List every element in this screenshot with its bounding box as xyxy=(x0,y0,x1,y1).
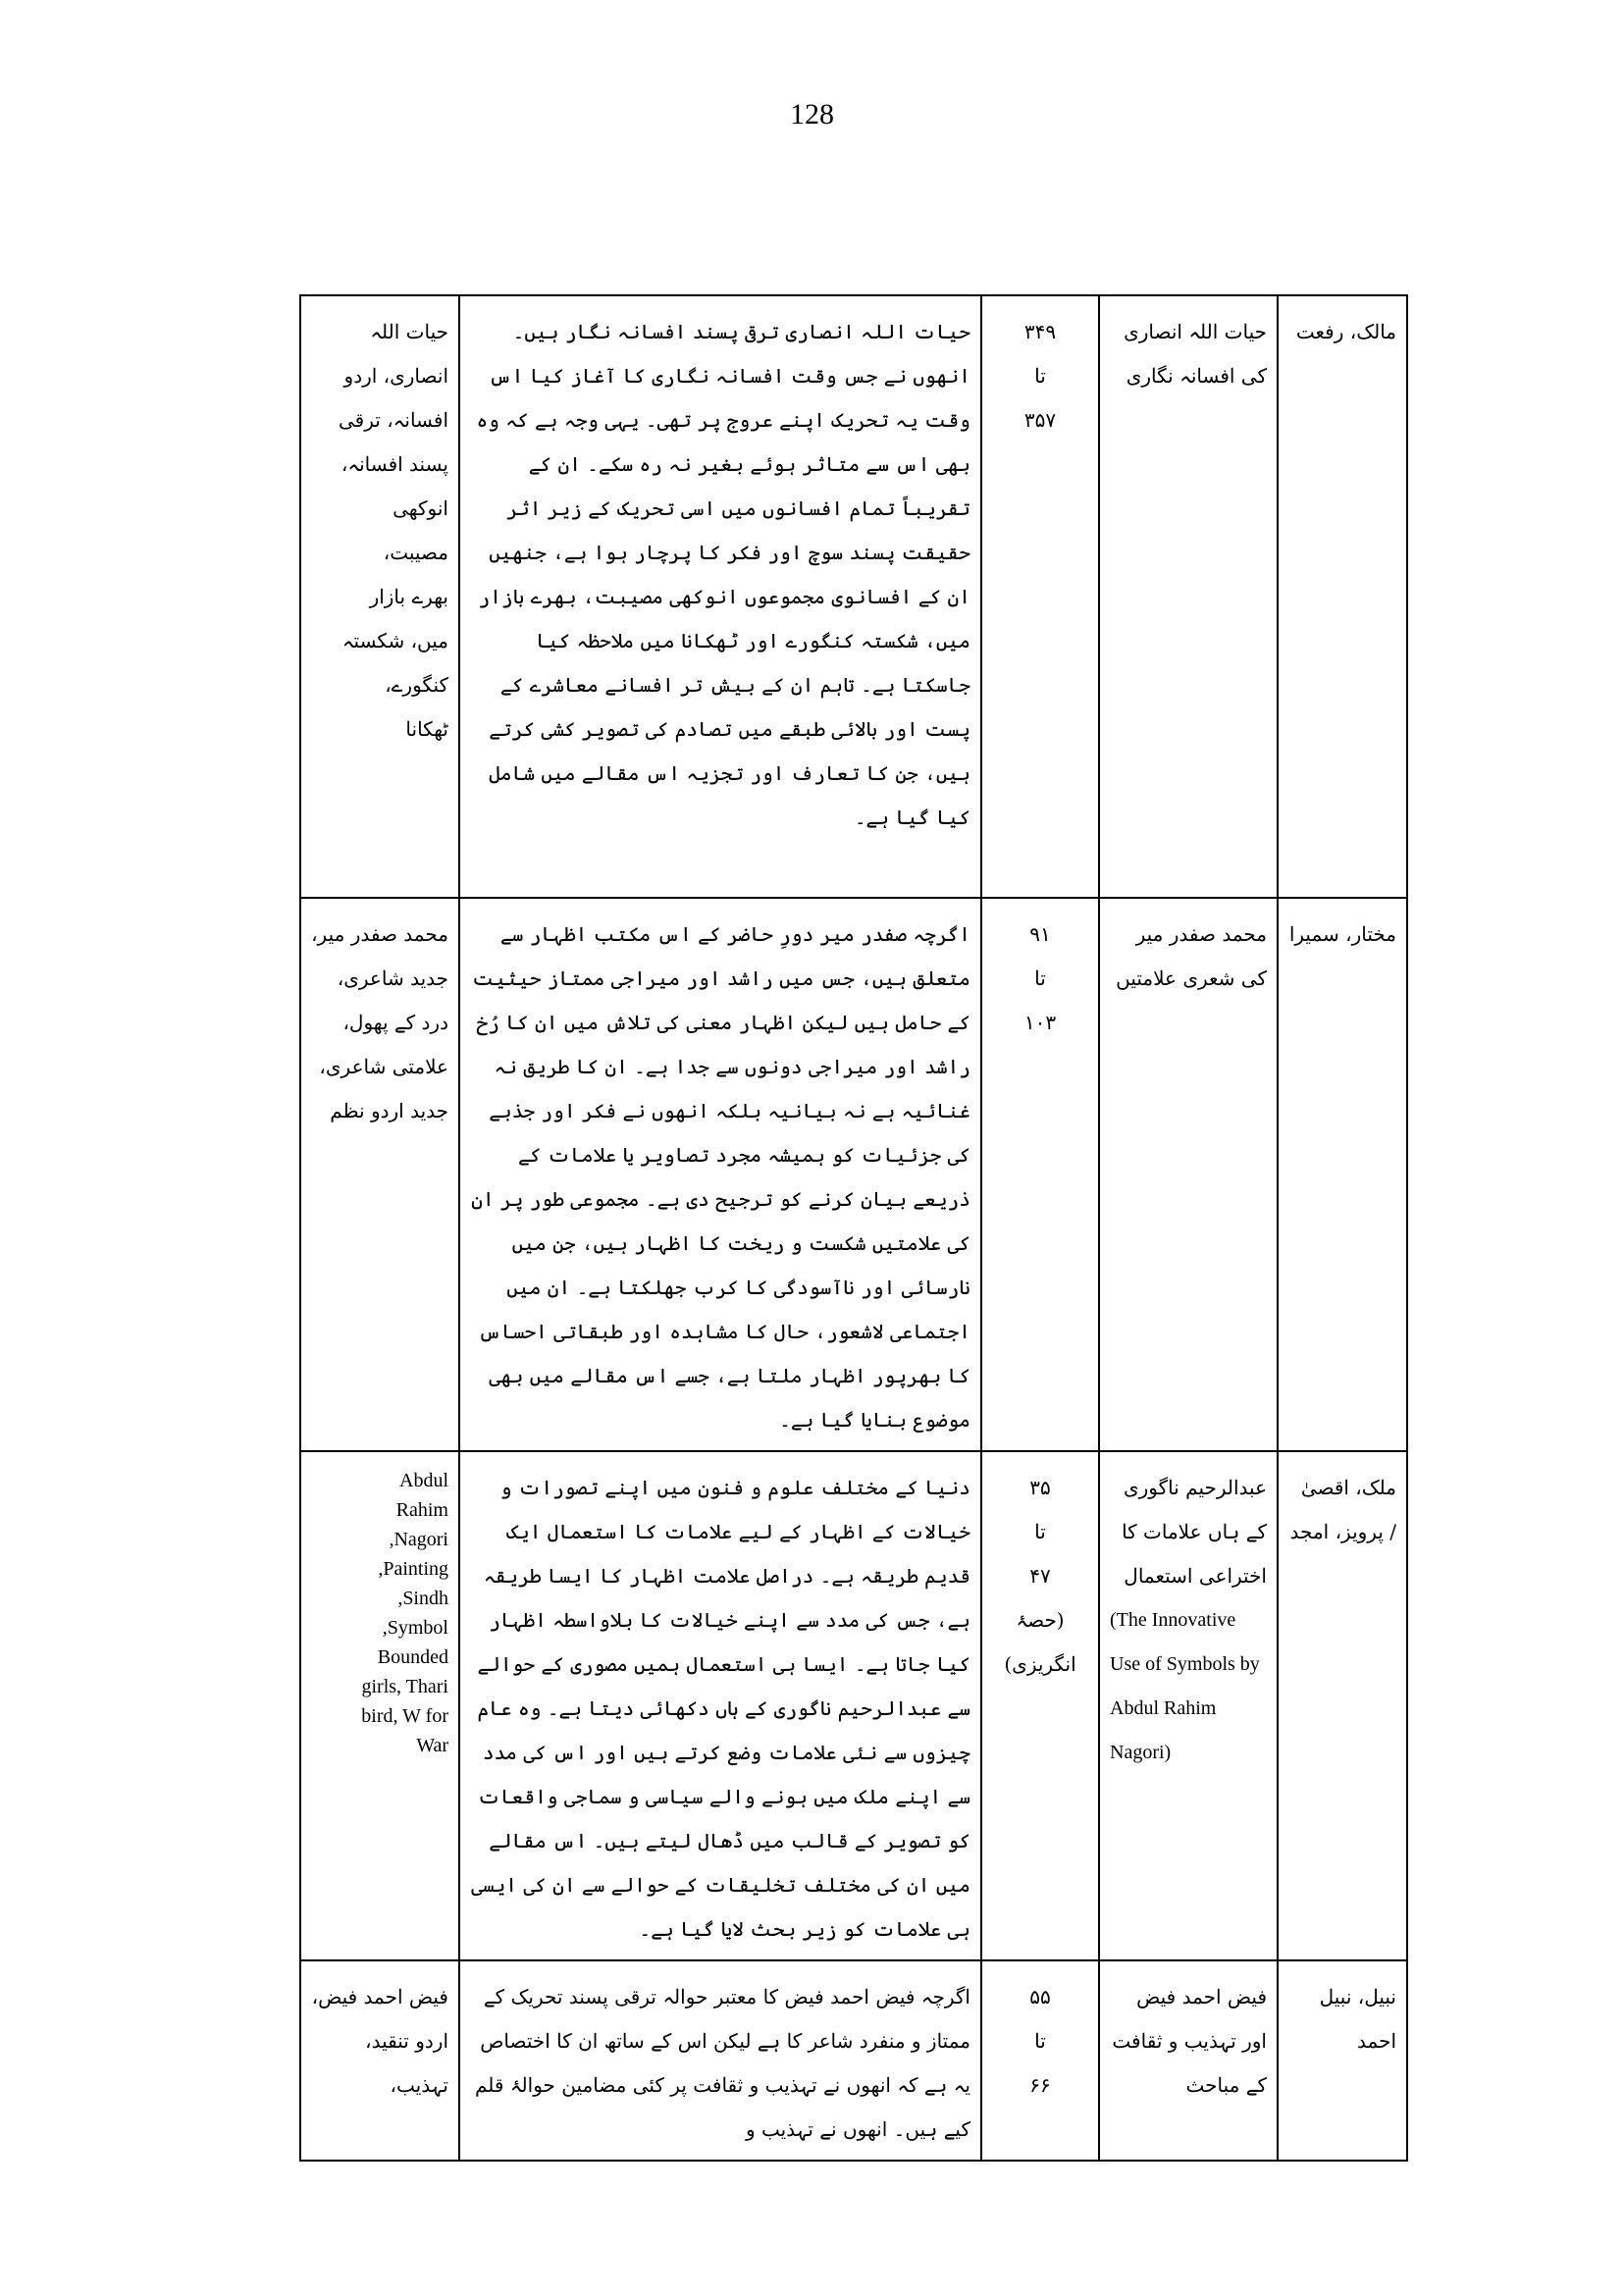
keywords-cell xyxy=(300,1960,459,2161)
table-row xyxy=(300,295,1407,898)
title-cell: حیات اللہ انصاری کی افسانہ نگاری xyxy=(1099,295,1278,898)
author-cell: ملک، اقصیٰ / پرویز، امجد xyxy=(1278,1451,1407,1960)
abstract-cell: دنیا کے مختلف علوم و فنون میں اپنے تصورات و خیالات کے اظہار کے لیے علامات کا استعمال ایک قدیم طریقہ ہے۔ دراصل علامت اظہار کا ایسا طریقہ ہے، جس کی مدد سے اپنے خیالات کا بلاواسطہ اظہار کیا جاتا ہے۔ ایسا ہی استعمال ہمیں مصوری کے حوالے سے عبدالرحیم ناگوری کے ہاں دکھائی دیتا ہے۔ وہ عام چیزوں سے نئی علامات وضع کرتے ہیں اور اس کی مدد سے اپنے ملک میں ہونے والے سیاسی و سماجی واقعات کو تصویر کے قالب میں ڈھال لیتے ہیں۔ اس مقالے میں ان کی مختلف تخلیقات کے حوالے سے ان کی ایسی ہی علامات کو زیر بحث لایا گیا ہے۔ xyxy=(459,1451,981,1960)
keyword-line: Bounded xyxy=(377,1646,448,1668)
keyword-line: War xyxy=(416,1735,448,1756)
abstract-cell: حیات اللہ انصاری ترقی پسند افسانہ نگار ہیں۔ انھوں نے جس وقت افسانہ نگاری کا آغاز کیا اس وقت یہ تحریک اپنے عروج پر تھی۔ یہی وجہ ہے کہ وہ بھی اس سے متاثر ہوئے بغیر نہ رہ سکے۔ ان کے تقریباً تمام افسانوں میں اسی تحریک کے زیر اثر حقیقت پسند سوچ اور فکر کا پرچار ہوا ہے، جنھیں ان کے افسانوی مجموعوں انوکھی مصیبت، بھرے بازار میں، شکستہ کنگورے اور ٹھکانا میں ملاحظہ کیا جاسکتا ہے۔ تاہم ان کے بیش تر افسانے معاشرے کے پست اور بالائی طبقے میں تصادم کی تصویر کشی کرتے ہیں، جن کا تعارف اور تجزیہ اس مقالے میں شامل کیا گیا ہے۔ xyxy=(459,295,981,898)
page-range-start: ۹۱ xyxy=(1029,922,1051,946)
author-cell: مختار، سمیرا xyxy=(1278,898,1407,1451)
keyword-line: درد کے پھول، xyxy=(342,1011,448,1034)
page-range-start: ۳۴۹ xyxy=(1023,320,1057,343)
keyword-line: میں، شکستہ xyxy=(341,629,448,652)
keyword-line: محمد صفدر میر، xyxy=(311,922,448,946)
author-cell: نبیل، نبیل احمد xyxy=(1278,1960,1407,2161)
keyword-line: ٹھکانا xyxy=(405,717,448,741)
page-range-start: ۳۵ xyxy=(1029,1476,1051,1499)
abstract-cell: اگرچہ فیض احمد فیض کا معتبر حوالہ ترقی پسند تحریک کے ممتاز و منفرد شاعر کا ہے لیکن اس کے ساتھ ان کا اختصاص یہ ہے کہ انھوں نے تہذیب و ثقافت پر کئی مضامین حوالۂ قلم کیے ہیں۔ انھوں نے تہذیب و xyxy=(459,1960,981,2161)
page-number: 128 xyxy=(790,98,834,130)
page-range-separator: تا xyxy=(1034,2029,1046,2053)
page-section-note: انگریزی) xyxy=(1004,1652,1076,1676)
title-cell: فیض احمد فیض اور تہذیب و ثقافت کے مباحث xyxy=(1099,1960,1278,2161)
title-english: (The Innovative Use of Symbols by Abdul Rahim Nagori) xyxy=(1110,1609,1260,1763)
keyword-line: Abdul xyxy=(399,1470,448,1491)
title-urdu: عبدالرحیم ناگوری کے ہاں علامات کا اختراعی استعمال xyxy=(1122,1476,1267,1588)
keyword-line: جدید اردو نظم xyxy=(330,1099,448,1122)
author-cell: مالک، رفعت xyxy=(1278,295,1407,898)
keyword-line: Symbol, xyxy=(382,1617,448,1639)
article-index-table xyxy=(299,294,1408,2162)
table-row xyxy=(300,1451,1407,1960)
title-cell: محمد صفدر میر کی شعری علامتیں xyxy=(1099,898,1278,1451)
keyword-line: انصاری، اردو xyxy=(343,364,448,388)
page-range-end: ۶۶ xyxy=(1029,2073,1051,2097)
keywords-cell xyxy=(300,898,459,1451)
keyword-line: افسانہ، ترقی xyxy=(339,408,448,432)
keyword-line: اردو تنقید، xyxy=(365,2029,448,2053)
pages-cell xyxy=(981,295,1099,898)
keyword-line: جدید شاعری، xyxy=(337,966,448,990)
pages-cell xyxy=(981,898,1099,1451)
keyword-line: bird, W for xyxy=(361,1705,448,1727)
page-range-end: ۴۷ xyxy=(1029,1564,1051,1588)
keyword-line: Painting, xyxy=(378,1558,448,1580)
table-row xyxy=(300,898,1407,1451)
keywords-cell xyxy=(300,1451,459,1960)
keyword-line: girls, Thari xyxy=(361,1676,448,1697)
keyword-line: پسند افسانہ، xyxy=(341,452,448,476)
page-section-note: (حصۂ xyxy=(1016,1608,1065,1632)
pages-cell xyxy=(981,1451,1099,1960)
page-range-end: ۱۰۳ xyxy=(1023,1011,1057,1034)
keyword-line: کنگورے، xyxy=(385,673,448,697)
title-cell xyxy=(1099,1451,1278,1960)
page-range-separator: تا xyxy=(1034,966,1046,990)
pages-cell xyxy=(981,1960,1099,2161)
keyword-line: بھرے بازار xyxy=(369,585,448,608)
keyword-line: مصیبت، xyxy=(383,541,448,564)
page-range-end: ۳۵۷ xyxy=(1023,408,1057,432)
page-range-separator: تا xyxy=(1034,1520,1046,1543)
page-range-start: ۵۵ xyxy=(1029,1985,1051,2008)
table-row xyxy=(300,1960,1407,2161)
keyword-line: علامتی شاعری، xyxy=(319,1055,448,1078)
keyword-line: Nagori, xyxy=(389,1529,448,1550)
abstract-cell: اگرچہ صفدر میر دورِ حاضر کے اس مکتب اظہار سے متعلق ہیں، جس میں راشد اور میراجی ممتاز حیثیت کے حامل ہیں لیکن اظہار معنی کی تلاش میں ان کا رُخ راشد اور میراجی دونوں سے جدا ہے۔ ان کا طریق نہ غنائیہ ہے نہ بیانیہ بلکہ انھوں نے فکر اور جذبے کی جزئیات کو ہمیشہ مجرد تصاویر یا علامات کے ذریعے بیان کرنے کو ترجیح دی ہے۔ مجموعی طور پر ان کی علامتیں شکست و ریخت کا اظہار ہیں، جن میں نارسائی اور ناآسودگی کا کرب جھلکتا ہے۔ ان میں اجتماعی لاشعور، حال کا مشاہدہ اور طبقاتی احساس کا بھرپور اظہار ملتا ہے، جسے اس مقالے میں بھی موضوع بنایا گیا ہے۔ xyxy=(459,898,981,1451)
keyword-line: Rahim xyxy=(395,1499,448,1521)
keyword-line: Sindh, xyxy=(397,1588,448,1609)
keyword-line: فیض احمد فیض، xyxy=(311,1985,448,2008)
keyword-line: انوکھی xyxy=(393,496,448,520)
page-range-separator: تا xyxy=(1034,364,1046,388)
keyword-line: تہذیب، xyxy=(390,2073,448,2097)
keyword-line: حیات اللہ xyxy=(370,320,448,343)
keywords-cell xyxy=(300,295,459,898)
